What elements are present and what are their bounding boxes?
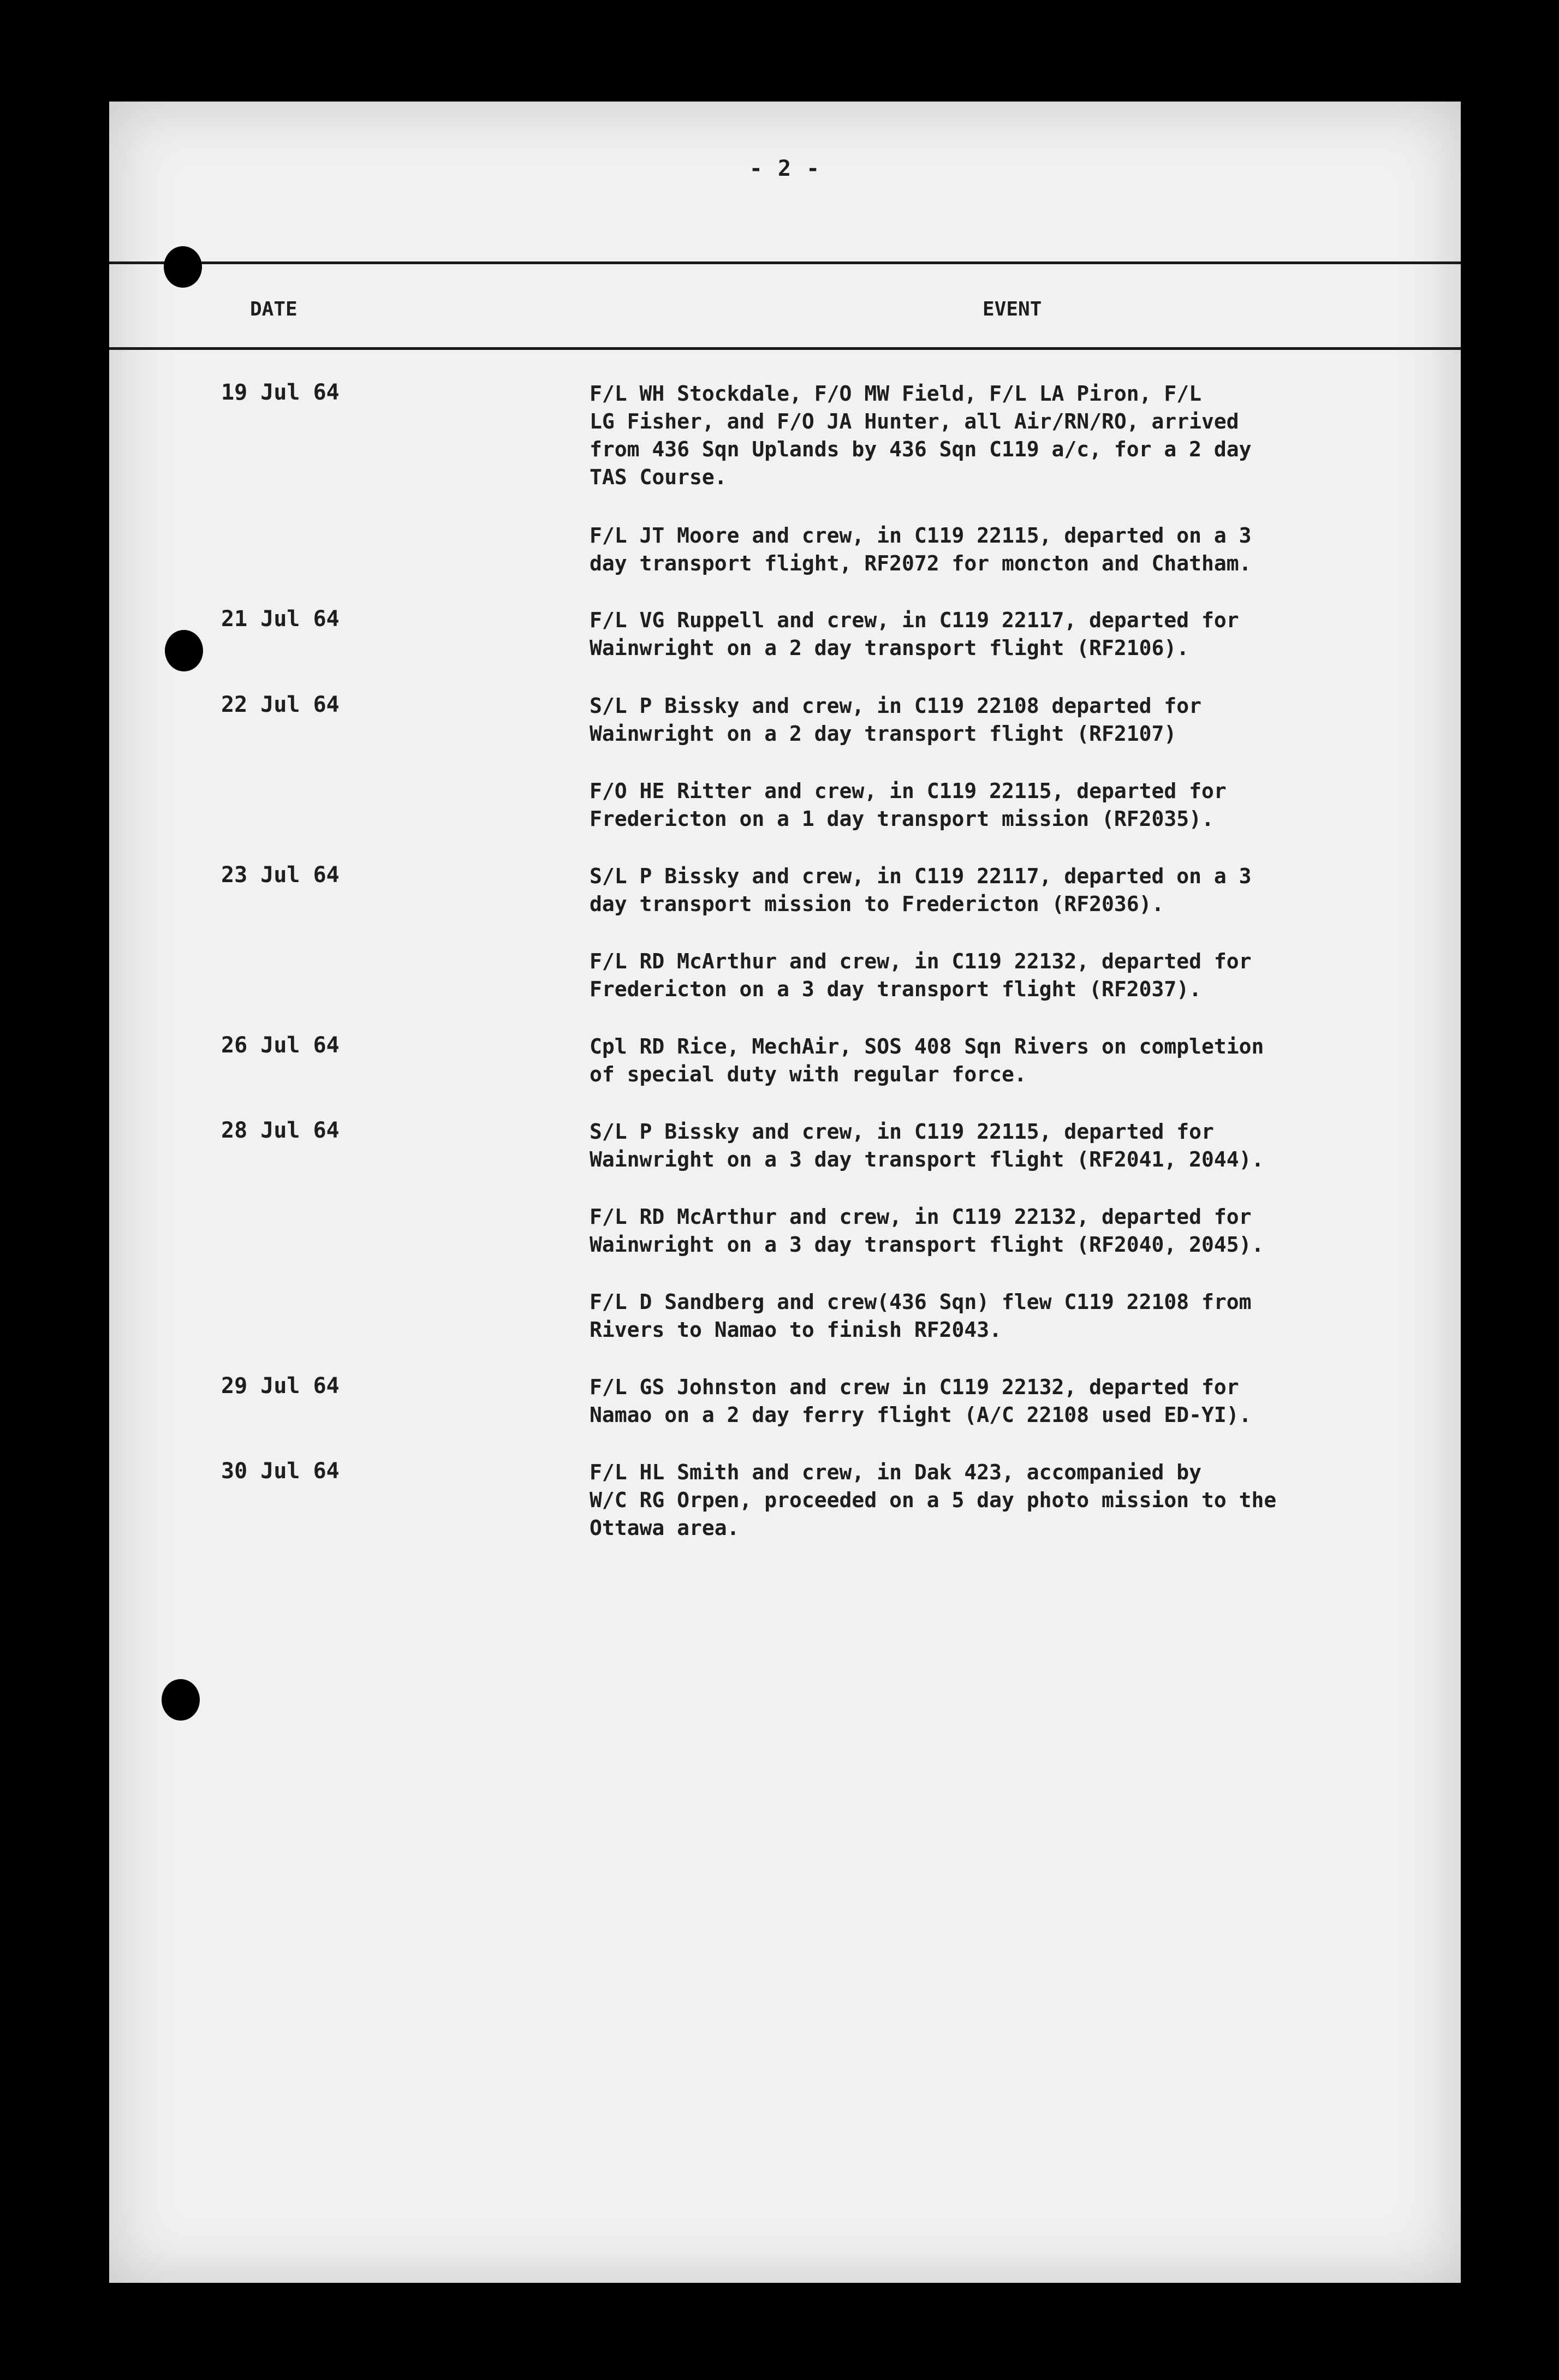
column-header-date: DATE — [250, 298, 297, 320]
entry-event: F/L JT Moore and crew, in C119 22115, departed on a 3 day transport flight, RF2072 for moncton and Chatham. — [590, 523, 1252, 575]
entry-event: F/L HL Smith and crew, in Dak 423, accompanied by W/C RG Orpen, proceeded on a 5 day photo mission to the Ottawa area. — [590, 1460, 1277, 1540]
entry-event: S/L P Bissky and crew, in C119 22117, departed on a 3 day transport mission to Fredericton (RF2036). — [590, 864, 1252, 916]
entry-date: 30 Jul 64 — [221, 1459, 340, 1484]
column-header-event: EVENT — [983, 298, 1042, 320]
entry-event: F/L RD McArthur and crew, in C119 22132, departed for Fredericton on a 3 day transport flight (RF2037). — [590, 949, 1252, 1001]
entry-event: F/O HE Ritter and crew, in C119 22115, departed for Fredericton on a 1 day transport mission (RF2035). — [590, 779, 1227, 831]
entry-date: 29 Jul 64 — [221, 1373, 340, 1399]
entry-event: F/L D Sandberg and crew(436 Sqn) flew C119 22108 from Rivers to Namao to finish RF2043. — [590, 1290, 1252, 1342]
punch-hole — [165, 630, 203, 671]
document-page — [109, 102, 1461, 2283]
page-number: - 2 - — [749, 156, 821, 181]
entry-date: 23 Jul 64 — [221, 862, 340, 888]
entry-event: F/L WH Stockdale, F/O MW Field, F/L LA Piron, F/L LG Fisher, and F/O JA Hunter, all Air/RN/RO, arrived from 436 Sqn Uplands by 436 Sqn C119 a/c, for a 2 day TAS Course. — [590, 382, 1252, 489]
entry-event: F/L GS Johnston and crew in C119 22132, departed for Namao on a 2 day ferry flight (A/C 22108 used ED-YI). — [590, 1375, 1252, 1427]
entry-date: 26 Jul 64 — [221, 1033, 340, 1058]
punch-hole — [164, 246, 202, 288]
header-bottom-rule — [109, 347, 1461, 350]
entry-event: S/L P Bissky and crew, in C119 22115, departed for Wainwright on a 3 day transport flight (RF2041, 2044). — [590, 1120, 1264, 1171]
entry-date: 21 Jul 64 — [221, 606, 340, 632]
punch-hole — [162, 1679, 200, 1721]
entry-event: S/L P Bissky and crew, in C119 22108 departed for Wainwright on a 2 day transport flight (RF2107) — [590, 694, 1202, 746]
entry-date: 22 Jul 64 — [221, 692, 340, 717]
entry-date: 19 Jul 64 — [221, 380, 340, 405]
entry-date: 28 Jul 64 — [221, 1118, 340, 1143]
entry-event: F/L RD McArthur and crew, in C119 22132, departed for Wainwright on a 3 day transport flight (RF2040, 2045). — [590, 1205, 1264, 1257]
entry-event: Cpl RD Rice, MechAir, SOS 408 Sqn Rivers on completion of special duty with regular force. — [590, 1034, 1264, 1086]
entry-event: F/L VG Ruppell and crew, in C119 22117, departed for Wainwright on a 2 day transport flight (RF2106). — [590, 608, 1239, 660]
header-top-rule — [109, 261, 1461, 264]
